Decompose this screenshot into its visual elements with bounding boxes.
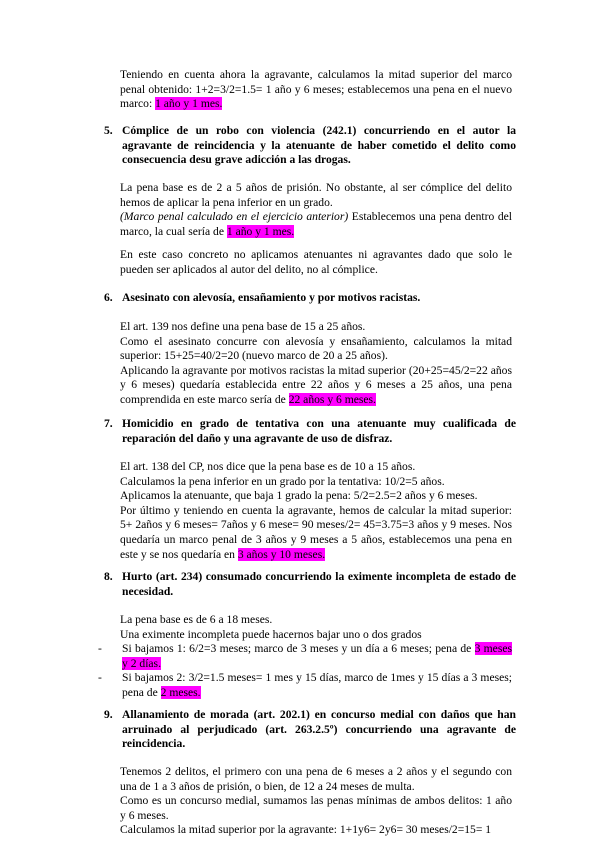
item-5-title: Cómplice de un robo con violencia (242.1) concurriendo en el autor la agravante de reincidencia y la atenuante de haber cometido el delito como consecuencia desu grave adicción a las drogas. — [122, 124, 516, 167]
item-6-heading — [104, 291, 516, 306]
bullet-text: Si bajamos 2: 3/2=1.5 meses= 1 mes y 15 días, marco de 1mes y 15 días a 3 meses; pena de — [122, 671, 512, 699]
item-5-p1-rest: Establecemos una pena dentro del marco, la cual sería de — [120, 210, 512, 238]
item-9-p2: Como es un concurso medial, sumamos las penas mínimas de ambos delitos: 1 año y 6 meses. — [120, 794, 512, 822]
item-5-p1: La pena base es de 2 a 5 años de prisión. No obstante, al ser cómplice del delito hemos de aplicar la pena inferior en un grado. — [120, 181, 512, 209]
item-7-title: Homicidio en grado de tentativa con una atenuante muy cualificada de reparación del daño y una agravante de uso de disfraz. — [122, 417, 516, 445]
item-7-body — [120, 460, 512, 562]
item-8-p2: Una eximente incompleta puede hacernos bajar uno o dos grados — [120, 627, 422, 641]
list-item — [98, 671, 512, 700]
intro-text: Teniendo en cuenta ahora la agravante, calculamos la mitad superior del marco penal obtenido: 1+2=3/2=1.5= 1 año y 6 meses; establecemos una pena en el nuevo marco: — [120, 68, 512, 111]
item-6-title: Asesinato con alevosía, ensañamiento y por motivos racistas. — [122, 291, 421, 304]
intro-paragraph — [120, 68, 512, 112]
item-7-highlight: 3 años y 10 meses. — [237, 547, 326, 561]
item-9-p1: Tenemos 2 delitos, el primero con una pena de 6 meses a 2 años y el segundo con una de 1 a 3 años de prisión, o bien, de 12 a 24 meses de multa. — [120, 765, 512, 793]
item-6-p2: Como el asesinato concurre con alevosía y ensañamiento, calculamos la mitad superior: 15+25=40/2=20 (nuevo marco de 20 a 25 años). — [120, 334, 512, 363]
bullet-highlight: 3 meses y 2 días. — [122, 642, 512, 670]
item-9-title: Allanamiento de morada (art. 202.1) en concurso medial con daños que han arruinado al perjudicado (art. 263.2.5º) concurriendo una agravante de reincidencia. — [122, 708, 516, 751]
item-8-bullet-list — [98, 642, 512, 700]
item-7-p4: Por último y teniendo en cuenta la agravante, hemos de calcular la mitad superior: 5+ 2años y 6 meses= 7años y 6 mese= 90 meses/2= 45=3.75=3 años y 9 meses. Nos quedaría un marco penal de 3 años y 9 meses a 5 años, establecemos una pena en este y se nos quedaría en — [120, 503, 512, 561]
item-6-p3: Aplicando la agravante por motivos racistas la mitad superior (20+25=45/2=22 años y 6 meses) quedaría establecida entre 22 años y 6 meses a 25 años, una pena comprendida en este marco sería de — [120, 363, 512, 406]
item-7-p3: Aplicamos la atenuante, que baja 1 grado la pena: 5/2=2.5=2 años y 6 meses. — [120, 489, 478, 503]
bullet-dash: - — [98, 671, 102, 685]
item-9-p3: Calculamos la mitad superior por la agravante: 1+1y6= 2y6= 30 meses/2=15= 1 — [120, 823, 492, 837]
item-5-heading — [104, 124, 516, 168]
item-5-italic-note: (Marco penal calculado en el ejercicio anterior) — [120, 210, 349, 224]
item-5-p2: En este caso concreto no aplicamos atenuantes ni agravantes dado que solo le pueden ser aplicados al autor del delito, no al cómplice. — [120, 248, 512, 276]
bullet-dash: - — [98, 642, 102, 656]
item-7-number: 7. — [104, 417, 113, 430]
item-7-p1: El art. 138 del CP, nos dice que la pena base es de 10 a 15 años. — [120, 460, 416, 473]
item-8-body — [98, 613, 512, 701]
item-6-body — [120, 320, 512, 408]
item-6-p1: El art. 139 nos define una pena base de 15 a 25 años. — [120, 320, 366, 333]
item-9-heading — [104, 708, 516, 752]
item-8-p1: La pena base es de 6 a 18 meses. — [120, 613, 273, 626]
item-8-heading — [104, 570, 516, 599]
item-5-number: 5. — [104, 124, 113, 137]
item-5-body — [120, 181, 512, 239]
bullet-text: Si bajamos 1: 6/2=3 meses; marco de 3 meses y un día a 6 meses; pena de — [122, 642, 475, 656]
item-7-heading — [104, 417, 516, 446]
item-8-number: 8. — [104, 570, 113, 583]
item-9-body — [120, 765, 512, 838]
list-item — [98, 642, 512, 671]
item-5-note — [120, 248, 512, 277]
item-8-title: Hurto (art. 234) consumado concurriendo la eximente incompleta de estado de necesidad. — [122, 570, 516, 598]
item-7-p2: Calculamos la pena inferior en un grado por la tentativa: 10/2=5 años. — [120, 474, 445, 488]
bullet-highlight: 2 meses. — [160, 685, 201, 699]
item-5-highlight: 1 año y 1 mes. — [226, 224, 295, 238]
item-6-highlight: 22 años y 6 meses. — [288, 392, 376, 406]
intro-highlight: 1 año y 1 mes. — [155, 97, 223, 111]
item-6-number: 6. — [104, 291, 113, 304]
item-9-number: 9. — [104, 708, 113, 721]
